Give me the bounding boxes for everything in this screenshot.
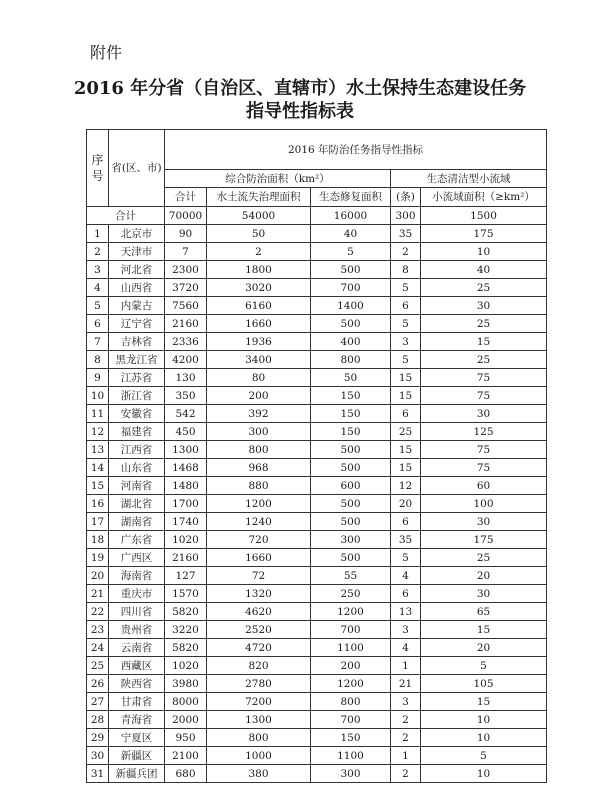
watershed-area: 10 [421,243,547,261]
row-number: 4 [87,279,109,297]
restoration-area: 250 [311,585,391,603]
erosion-area-header: 水土流失治理面积 [207,188,311,207]
watershed-count: 15 [391,459,421,477]
table-row [87,333,547,351]
watershed-area: 30 [421,297,547,315]
total-row-total: 70000 [165,207,207,225]
table-row [87,297,547,315]
watershed-count: 15 [391,369,421,387]
erosion-area: 6160 [207,297,311,315]
row-number: 13 [87,441,109,459]
total-area: 350 [165,387,207,405]
province-name: 新疆兵团 [109,765,165,783]
erosion-area: 1936 [207,333,311,351]
total-area: 680 [165,765,207,783]
province-header: 省(区、市) [109,130,165,207]
total-area: 3220 [165,621,207,639]
watershed-area: 5 [421,657,547,675]
restoration-area: 150 [311,405,391,423]
erosion-area: 72 [207,567,311,585]
watershed-area: 30 [421,405,547,423]
watershed-count: 2 [391,729,421,747]
watershed-area: 25 [421,549,547,567]
watershed-area: 20 [421,639,547,657]
row-number: 18 [87,531,109,549]
indicator-table [86,129,547,783]
restoration-area: 1200 [311,675,391,693]
table-row [87,639,547,657]
restoration-area: 1200 [311,603,391,621]
province-name: 福建省 [109,423,165,441]
document-title: 2016 年分省（自治区、直辖市）水土保持生态建设任务 [73,78,527,99]
province-name: 青海省 [109,711,165,729]
total-area: 2336 [165,333,207,351]
province-name: 云南省 [109,639,165,657]
restoration-area: 600 [311,477,391,495]
watershed-count: 2 [391,765,421,783]
erosion-area: 1300 [207,711,311,729]
restoration-area: 500 [311,315,391,333]
watershed-area: 25 [421,351,547,369]
restoration-area: 300 [311,765,391,783]
total-row-restoration: 16000 [311,207,391,225]
restoration-area: 500 [311,441,391,459]
restoration-area: 5 [311,243,391,261]
restoration-area: 700 [311,279,391,297]
table-row [87,459,547,477]
watershed-area: 75 [421,441,547,459]
total-area: 2100 [165,747,207,765]
province-name: 安徽省 [109,405,165,423]
watershed-count: 15 [391,441,421,459]
watershed-count: 6 [391,513,421,531]
erosion-area: 1660 [207,315,311,333]
watershed-area: 25 [421,315,547,333]
total-area: 130 [165,369,207,387]
row-number: 21 [87,585,109,603]
erosion-area: 392 [207,405,311,423]
province-name: 西藏区 [109,657,165,675]
watershed-count: 1 [391,657,421,675]
restoration-area: 800 [311,693,391,711]
restoration-area: 150 [311,729,391,747]
row-number: 20 [87,567,109,585]
total-area: 1020 [165,531,207,549]
watershed-area: 30 [421,585,547,603]
total-area: 5820 [165,639,207,657]
restoration-area: 1100 [311,747,391,765]
clean-watershed-header: 生态清洁型小流域 [391,170,547,188]
restoration-area: 200 [311,657,391,675]
row-number: 14 [87,459,109,477]
table-row [87,549,547,567]
restoration-area: 500 [311,513,391,531]
watershed-area: 10 [421,711,547,729]
watershed-count: 4 [391,639,421,657]
watershed-count: 8 [391,261,421,279]
row-number: 22 [87,603,109,621]
table-row [87,531,547,549]
watershed-count: 6 [391,405,421,423]
total-row [87,207,547,225]
erosion-area: 880 [207,477,311,495]
watershed-count: 5 [391,549,421,567]
total-row-count: 300 [391,207,421,225]
watershed-area: 65 [421,603,547,621]
erosion-area: 7200 [207,693,311,711]
watershed-area: 75 [421,459,547,477]
total-area: 3720 [165,279,207,297]
row-number: 25 [87,657,109,675]
total-area: 950 [165,729,207,747]
total-area: 8000 [165,693,207,711]
province-name: 河南省 [109,477,165,495]
table-row [87,351,547,369]
watershed-count: 6 [391,297,421,315]
province-name: 广东省 [109,531,165,549]
province-name: 湖南省 [109,513,165,531]
row-number: 5 [87,297,109,315]
watershed-count: 4 [391,567,421,585]
erosion-area: 968 [207,459,311,477]
row-number: 12 [87,423,109,441]
province-name: 山东省 [109,459,165,477]
row-number: 15 [87,477,109,495]
watershed-count: 25 [391,423,421,441]
row-number: 10 [87,387,109,405]
row-number: 27 [87,693,109,711]
total-area: 1300 [165,441,207,459]
erosion-area: 50 [207,225,311,243]
watershed-area: 105 [421,675,547,693]
table-row [87,315,547,333]
restoration-area: 1400 [311,297,391,315]
restoration-area: 150 [311,387,391,405]
total-area: 2160 [165,549,207,567]
erosion-area: 720 [207,531,311,549]
watershed-count: 6 [391,585,421,603]
watershed-count: 12 [391,477,421,495]
total-header: 合计 [165,188,207,207]
row-number: 28 [87,711,109,729]
province-name: 河北省 [109,261,165,279]
province-name: 贵州省 [109,621,165,639]
row-number: 23 [87,621,109,639]
watershed-area: 75 [421,369,547,387]
erosion-area: 1320 [207,585,311,603]
total-area: 5820 [165,603,207,621]
erosion-area: 2780 [207,675,311,693]
restoration-area: 55 [311,567,391,585]
erosion-area: 1240 [207,513,311,531]
watershed-count: 13 [391,603,421,621]
row-number: 26 [87,675,109,693]
erosion-area: 820 [207,657,311,675]
table-row [87,621,547,639]
erosion-area: 1660 [207,549,311,567]
watershed-count: 3 [391,621,421,639]
total-area: 450 [165,423,207,441]
watershed-count: 1 [391,747,421,765]
total-row-label: 合计 [87,207,165,225]
total-area: 1468 [165,459,207,477]
restoration-area: 150 [311,423,391,441]
province-name: 海南省 [109,567,165,585]
erosion-area: 1800 [207,261,311,279]
table-row [87,603,547,621]
erosion-area: 4720 [207,639,311,657]
erosion-area: 80 [207,369,311,387]
total-area: 1740 [165,513,207,531]
watershed-area: 125 [421,423,547,441]
row-number: 1 [87,225,109,243]
document-subtitle: 指导性指标表 [246,101,354,122]
watershed-count: 5 [391,351,421,369]
restoration-area: 50 [311,369,391,387]
row-number: 24 [87,639,109,657]
row-number: 16 [87,495,109,513]
watershed-area: 25 [421,279,547,297]
watershed-count: 3 [391,333,421,351]
restoration-area: 800 [311,351,391,369]
watershed-area: 30 [421,513,547,531]
watershed-count: 2 [391,711,421,729]
table-row [87,441,547,459]
restoration-area: 500 [311,495,391,513]
table-row [87,513,547,531]
erosion-area: 300 [207,423,311,441]
total-area: 3980 [165,675,207,693]
restoration-area: 500 [311,549,391,567]
watershed-count: 5 [391,315,421,333]
table-row [87,495,547,513]
watershed-area: 175 [421,225,547,243]
task-group-header: 2016 年防治任务指导性指标 [165,130,547,170]
row-number: 17 [87,513,109,531]
table-row [87,765,547,783]
province-name: 江西省 [109,441,165,459]
table-row [87,387,547,405]
watershed-area: 10 [421,765,547,783]
erosion-area: 2 [207,243,311,261]
row-number: 19 [87,549,109,567]
province-name: 山西省 [109,279,165,297]
erosion-area: 800 [207,441,311,459]
watershed-count: 20 [391,495,421,513]
total-row-area: 1500 [421,207,547,225]
table-row [87,693,547,711]
province-name: 黑龙江省 [109,351,165,369]
watershed-count-header: (条) [391,188,421,207]
row-number: 7 [87,333,109,351]
erosion-area: 380 [207,765,311,783]
watershed-count: 21 [391,675,421,693]
watershed-count: 15 [391,387,421,405]
province-name: 新疆区 [109,747,165,765]
total-area: 2000 [165,711,207,729]
province-name: 江苏省 [109,369,165,387]
watershed-count: 2 [391,243,421,261]
province-name: 陕西省 [109,675,165,693]
total-area: 1700 [165,495,207,513]
province-name: 天津市 [109,243,165,261]
row-number: 8 [87,351,109,369]
row-number: 3 [87,261,109,279]
watershed-area: 175 [421,531,547,549]
table-row [87,729,547,747]
table-row [87,711,547,729]
erosion-area: 2520 [207,621,311,639]
watershed-count: 3 [391,693,421,711]
erosion-area: 1000 [207,747,311,765]
erosion-area: 200 [207,387,311,405]
watershed-count: 5 [391,279,421,297]
table-row [87,477,547,495]
restoration-area: 500 [311,261,391,279]
total-area: 127 [165,567,207,585]
restoration-area: 500 [311,459,391,477]
table-row [87,279,547,297]
province-name: 甘肃省 [109,693,165,711]
province-name: 广西区 [109,549,165,567]
table-row [87,225,547,243]
total-area: 90 [165,225,207,243]
row-number: 31 [87,765,109,783]
province-name: 重庆市 [109,585,165,603]
province-name: 宁夏区 [109,729,165,747]
watershed-count: 35 [391,225,421,243]
table-row [87,423,547,441]
erosion-area: 3400 [207,351,311,369]
province-name: 湖北省 [109,495,165,513]
restoration-area: 40 [311,225,391,243]
table-row [87,243,547,261]
comprehensive-area-header: 综合防治面积（km²） [165,170,391,188]
table-row [87,585,547,603]
table-row [87,369,547,387]
watershed-area: 75 [421,387,547,405]
row-number: 29 [87,729,109,747]
watershed-area: 15 [421,693,547,711]
total-area: 2160 [165,315,207,333]
watershed-area: 5 [421,747,547,765]
province-name: 吉林省 [109,333,165,351]
watershed-area: 60 [421,477,547,495]
total-area: 1020 [165,657,207,675]
restoration-area: 1100 [311,639,391,657]
watershed-count: 35 [391,531,421,549]
watershed-area: 15 [421,333,547,351]
watershed-area-header: 小流域面积（≥km²） [421,188,547,207]
restoration-area: 700 [311,621,391,639]
table-row [87,657,547,675]
row-number: 30 [87,747,109,765]
watershed-area: 40 [421,261,547,279]
total-area: 7560 [165,297,207,315]
province-name: 内蒙古 [109,297,165,315]
watershed-area: 10 [421,729,547,747]
table-row [87,747,547,765]
province-name: 四川省 [109,603,165,621]
total-area: 4200 [165,351,207,369]
erosion-area: 4620 [207,603,311,621]
erosion-area: 3020 [207,279,311,297]
total-row-erosion: 54000 [207,207,311,225]
row-number: 9 [87,369,109,387]
erosion-area: 1200 [207,495,311,513]
restoration-area: 700 [311,711,391,729]
province-name: 辽宁省 [109,315,165,333]
row-number: 11 [87,405,109,423]
table-row [87,261,547,279]
restoration-area: 300 [311,531,391,549]
total-area: 1570 [165,585,207,603]
restoration-area: 400 [311,333,391,351]
table-row [87,567,547,585]
watershed-area: 100 [421,495,547,513]
total-area: 542 [165,405,207,423]
watershed-area: 20 [421,567,547,585]
watershed-area: 15 [421,621,547,639]
province-name: 北京市 [109,225,165,243]
total-area: 1480 [165,477,207,495]
province-name: 浙江省 [109,387,165,405]
attachment-label: 附件 [90,43,123,62]
table-row [87,405,547,423]
restoration-area-header: 生态修复面积 [311,188,391,207]
total-area: 2300 [165,261,207,279]
seq-header: 序 号 [87,130,109,207]
row-number: 2 [87,243,109,261]
erosion-area: 800 [207,729,311,747]
total-area: 7 [165,243,207,261]
table-row [87,675,547,693]
row-number: 6 [87,315,109,333]
